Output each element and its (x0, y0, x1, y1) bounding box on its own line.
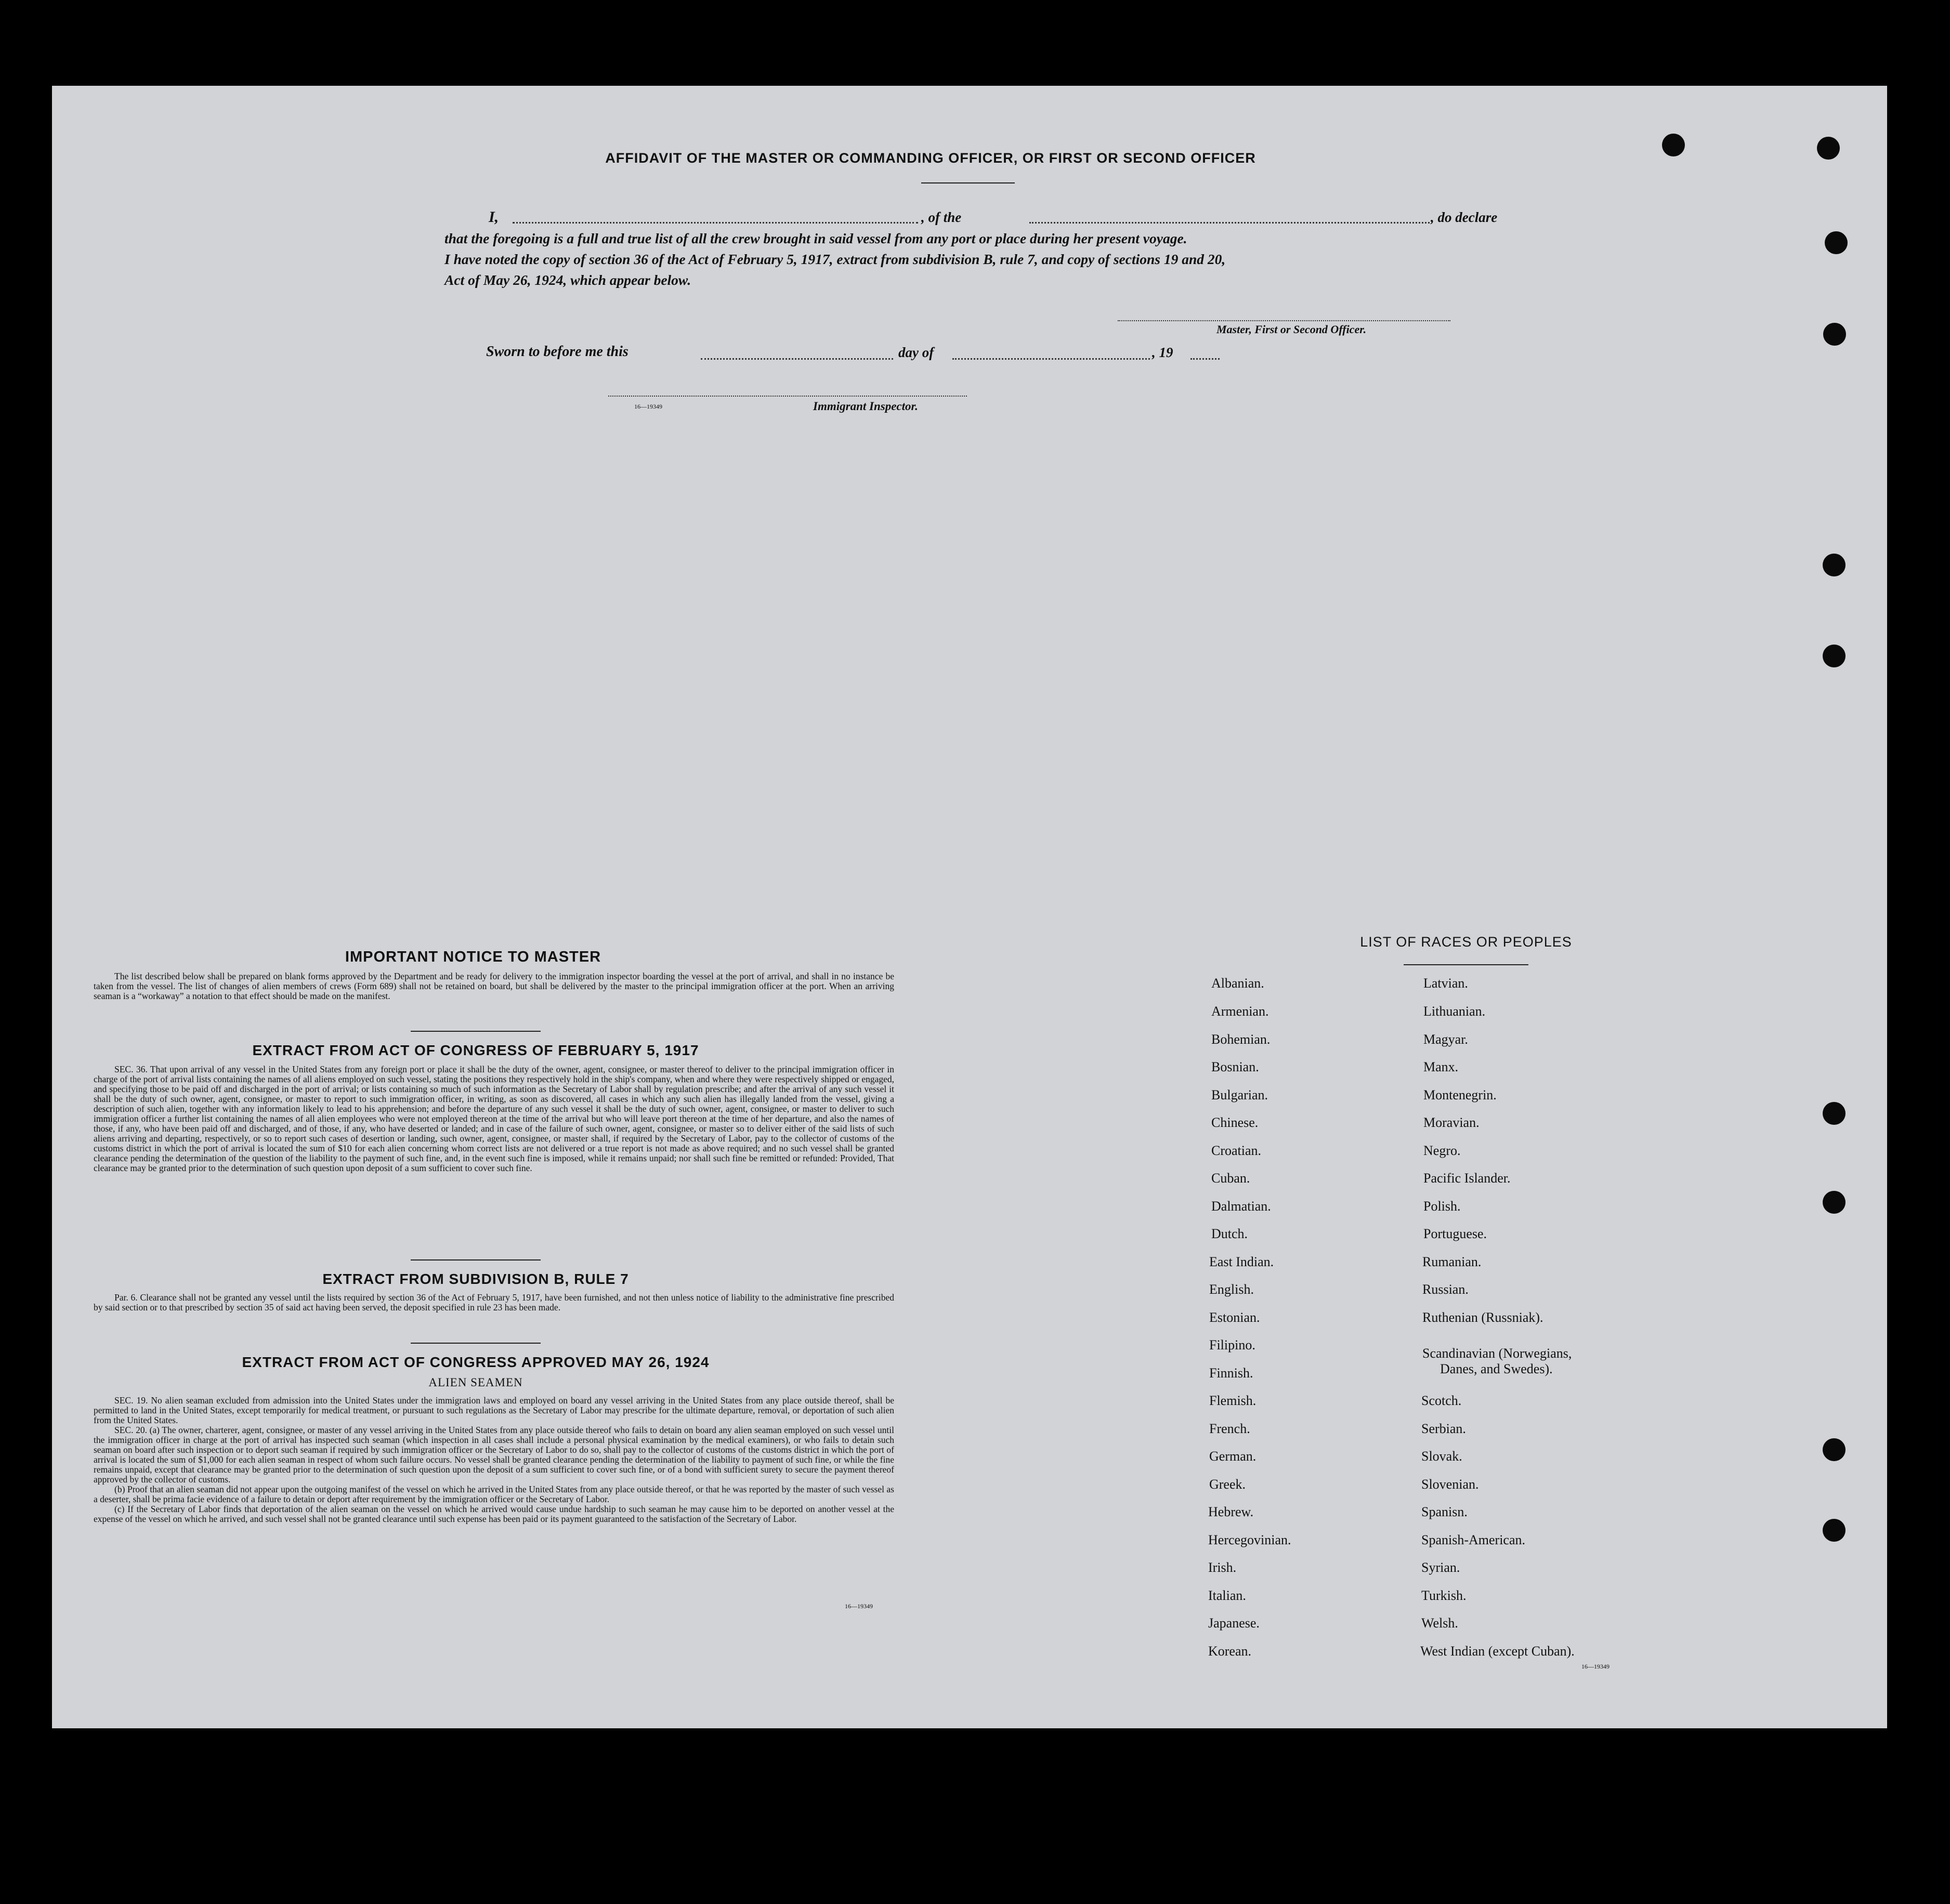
race-left-7: Cuban. (1211, 1171, 1250, 1186)
race-right-21: Syrian. (1421, 1560, 1460, 1575)
race-left-14: Finnish. (1209, 1365, 1253, 1381)
form-code-bottom-left: 16—19349 (845, 1603, 873, 1610)
race-right-0: Latvian. (1423, 976, 1468, 991)
race-left-18: Greek. (1209, 1477, 1246, 1492)
race-left-6: Croatian. (1211, 1143, 1262, 1158)
rule7-divider (411, 1343, 541, 1344)
race-left-5: Chinese. (1211, 1115, 1259, 1130)
master-signature-line (1118, 320, 1450, 321)
punch-hole (1823, 323, 1846, 346)
race-right-7: Pacific Islander. (1423, 1171, 1511, 1186)
race-right-5: Moravian. (1423, 1115, 1480, 1130)
notice-title: IMPORTANT NOTICE TO MASTER (345, 949, 601, 965)
race-right-13: Scandinavian (Norwegians, (1422, 1346, 1572, 1361)
affidavit-title: AFFIDAVIT OF THE MASTER OR COMMANDING OFFICER, OR FIRST OR SECOND OFFICER (605, 150, 1256, 166)
rule7-text: Par. 6. Clearance shall not be granted any vessel until the lists required by section 36 of the Act of February 5, 1917, have been furnished, and not then unless notice of liability to the administrative fine prescribed by said section or to that prescribed by section 35 of said act having been served, the deposit specified in rule 23 has been made. (94, 1292, 894, 1312)
race-left-13: Filipino. (1209, 1337, 1255, 1353)
sworn-day-blank (701, 358, 893, 360)
race-right-20: Spanish-American. (1421, 1532, 1526, 1547)
punch-hole (1823, 554, 1846, 576)
name-blank (513, 222, 918, 224)
affidavit-of-the: , of the (921, 209, 962, 225)
sec36-text: SEC. 36. That upon arrival of any vessel in the United States from any foreign port or place it shall be the duty of the owner, agent, consignee, or master thereof to deliver to the principal immigration officer in charge of the port of arrival lists containing the names of all aliens employed on such vessel, stating the positions they respectively hold in the ship's company, when and where they were respectively shipped or engaged, and specifying those to be paid off and discharged in the port of arrival; or lists containing so much of such information as the Secretary of Labor shall by regulation prescribe; and after the arrival of any such vessel it shall be the duty of such owner, agent, consignee, or master to report to such immigration officer, in writing, as soon as discovered, all cases in which any such alien has illegally landed from the vessel, giving a description of such alien, together with any information likely to lead to his apprehension; and before the departure of any such vessel it shall be the duty of such owner, agent, consignee, or master to deliver to such immigration officer a further list containing the names of all alien employees who were not employed thereon at the time of the arrival but who will leave port thereon at the time of her departure, and also the names of those, if any, who have been paid off and discharged, and of those, if any, who have deserted or landed; and in case of the failure of such owner, agent, consignee, or master so to deliver either of the said lists of such aliens arriving and departing, respectively, or so to report such cases of desertion or landing, such owner, agent, consignee, or master shall, if required by the Secretary of Labor, pay to the collector of customs of the customs district in which the port of arrival is located the sum of $10 for each alien concerning whom correct lists are not delivered or a true report is not made as above required; and no such vessel shall be granted clearance pending the determination of the question of the liability to the payment of such fine, and, in the event such fine is imposed, while it remains unpaid; nor shall such fine be remitted or refunded: Provided, That clearance may be granted prior to the determination of such question upon deposit of a sum sufficient to cover such fine. (94, 1064, 894, 1173)
race-left-11: English. (1209, 1282, 1254, 1297)
race-right-23: Welsh. (1421, 1616, 1458, 1631)
race-left-0: Albanian. (1211, 976, 1264, 991)
race-right-2: Magyar. (1423, 1032, 1468, 1047)
race-right-3: Manx. (1423, 1059, 1459, 1074)
race-left-17: German. (1209, 1449, 1257, 1464)
year-blank (1190, 358, 1220, 360)
punch-hole (1823, 1191, 1846, 1214)
race-left-9: Dutch. (1211, 1226, 1248, 1241)
race-right-22: Turkish. (1421, 1588, 1467, 1603)
vessel-blank (1029, 222, 1430, 224)
race-left-2: Bohemian. (1211, 1032, 1271, 1047)
form-code-top: 16—19349 (634, 403, 662, 410)
race-right-11: Russian. (1422, 1282, 1469, 1297)
race-left-20: Hercegovinian. (1208, 1532, 1291, 1547)
affidavit-do-declare: , do declare (1431, 209, 1498, 225)
race-left-22: Italian. (1208, 1588, 1246, 1603)
race-left-23: Japanese. (1208, 1616, 1260, 1631)
day-of-label: day of (898, 345, 934, 360)
race-left-8: Dalmatian. (1211, 1199, 1271, 1214)
race-right-14: Danes, and Swedes). (1440, 1361, 1553, 1376)
race-right-10: Rumanian. (1422, 1254, 1482, 1269)
sec20b-text: (b) Proof that an alien seaman did not appear upon the outgoing manifest of the vessel on which he arrived in the United States from any place outside thereof, or that he was reported by the master of such vessel as a deserter, shall be prima facie evidence of a failure to detain or deport after requirement by the immigration officer or the Secretary of Labor. (94, 1484, 894, 1504)
extract-1917-divider (411, 1259, 541, 1260)
race-left-3: Bosnian. (1211, 1059, 1259, 1074)
extract-1924-title: EXTRACT FROM ACT OF CONGRESS APPROVED MAY 26, 1924 (242, 1354, 710, 1370)
punch-hole (1825, 231, 1848, 254)
punch-hole (1823, 1519, 1846, 1542)
sworn-month-blank (952, 358, 1150, 360)
punch-hole (1662, 134, 1685, 156)
race-left-19: Hebrew. (1208, 1504, 1254, 1519)
notice-text: The list described below shall be prepared on blank forms approved by the Department and be ready for delivery to the immigration inspector boarding the vessel at the port of arrival, and shall in no instance be taken from the vessel. The list of changes of alien members of crews (Form 689) shall not be retained on board, but shall be delivered by the master to the principal immigration officer at the port. When an arriving seaman is a “workaway” a notation to that effect should be made on the manifest. (94, 971, 894, 1001)
races-divider (1404, 964, 1528, 965)
rule7-body (94, 1293, 894, 1312)
race-left-12: Estonian. (1209, 1310, 1260, 1325)
year-label: , 19 (1152, 345, 1173, 360)
punch-hole (1823, 1102, 1846, 1125)
notice-body (94, 971, 894, 1001)
race-right-15: Scotch. (1421, 1393, 1462, 1408)
affidavit-line-2: that the foregoing is a full and true list of all the crew brought in said vessel from any port or place during her present voyage. (444, 230, 1187, 246)
sec20a-text: SEC. 20. (a) The owner, charterer, agent, consignee, or master of any vessel arriving in the United States from any place outside thereof who fails to detain on board any alien seaman employed on such vessel until the immigration officer in charge at the port of arrival has inspected such seaman (which inspection in all cases shall include a personal physical examination by the medical examiners), or who fails to detain such seaman on board after such inspection or to deport such seaman if required by such immigration officer or the Secretary of Labor to do so, shall pay to the collector of customs of the customs district in which the port of arrival is located the sum of $1,000 for each alien seaman in respect of whom such failure occurs. No vessel shall be granted clearance pending the determination of the liability to payment of such fine, or while the fine remains unpaid, except that clearance may be granted prior to the determination of such question upon the deposit of a sum sufficient to cover such fine, or of a bond with sufficient surety to secure the payment thereof approved by the collector of customs. (94, 1425, 894, 1485)
sec20c-text: (c) If the Secretary of Labor finds that deportation of the alien seaman on the vessel on which he arrived would cause undue hardship to such seaman he may cause him to be deported on another vessel at the expense of the vessel on which he arrived, and such vessel shall not be granted clearance until such expense has been paid or its payment guaranteed to the satisfaction of the Secretary of Labor. (94, 1504, 894, 1524)
extract-1917-body (94, 1065, 894, 1173)
race-right-6: Negro. (1423, 1143, 1461, 1158)
inspector-signature-line (608, 396, 967, 397)
alien-seamen-subtitle: ALIEN SEAMEN (428, 1376, 523, 1389)
race-left-21: Irish. (1208, 1560, 1237, 1575)
title-divider (921, 182, 1015, 183)
race-right-4: Montenegrin. (1423, 1087, 1497, 1102)
form-page (52, 86, 1887, 1728)
race-left-10: East Indian. (1209, 1254, 1274, 1269)
punch-hole (1823, 1438, 1846, 1461)
affidavit-i-label: I, (489, 208, 499, 226)
affidavit-line-3: I have noted the copy of section 36 of the Act of February 5, 1917, extract from subdivision B, rule 7, and copy of sections 19 and 20, (444, 251, 1226, 267)
race-right-16: Serbian. (1421, 1421, 1466, 1436)
affidavit-line-4: Act of May 26, 1924, which appear below. (444, 272, 691, 288)
inspector-label: Immigrant Inspector. (813, 400, 918, 413)
race-left-1: Armenian. (1211, 1004, 1269, 1019)
race-left-24: Korean. (1208, 1644, 1252, 1659)
punch-hole (1817, 137, 1840, 160)
punch-hole (1823, 645, 1846, 667)
race-right-9: Portuguese. (1423, 1226, 1487, 1241)
race-right-18: Slovenian. (1421, 1477, 1479, 1492)
form-code-bottom-right: 16—19349 (1581, 1663, 1609, 1670)
race-right-24: West Indian (except Cuban). (1420, 1644, 1575, 1659)
rule7-title: EXTRACT FROM SUBDIVISION B, RULE 7 (322, 1271, 629, 1287)
race-left-15: Flemish. (1209, 1393, 1257, 1408)
extract-1924-body (94, 1396, 894, 1524)
extract-1917-title: EXTRACT FROM ACT OF CONGRESS OF FEBRUARY 5, 1917 (252, 1042, 699, 1058)
master-signature-label: Master, First or Second Officer. (1216, 323, 1367, 336)
notice-divider (411, 1031, 541, 1032)
sec19-text: SEC. 19. No alien seaman excluded from admission into the United States under the immigration laws and employed on board any vessel arriving in the United States from any place outside thereof, shall be permitted to land in the United States, except temporarily for medical treatment, or pursuant to such regulations as the Secretary of Labor may prescribe for the ultimate departure, removal, or deportation of such alien from the United States. (94, 1395, 894, 1425)
races-title: LIST OF RACES OR PEOPLES (1360, 934, 1572, 950)
race-left-16: French. (1209, 1421, 1250, 1436)
race-left-4: Bulgarian. (1211, 1087, 1268, 1102)
race-right-12: Ruthenian (Russniak). (1422, 1310, 1543, 1325)
race-right-17: Slovak. (1421, 1449, 1462, 1464)
race-right-19: Spanisn. (1421, 1504, 1468, 1519)
race-right-1: Lithuanian. (1423, 1004, 1486, 1019)
race-right-8: Polish. (1423, 1199, 1461, 1214)
sworn-label: Sworn to before me this (486, 344, 629, 360)
